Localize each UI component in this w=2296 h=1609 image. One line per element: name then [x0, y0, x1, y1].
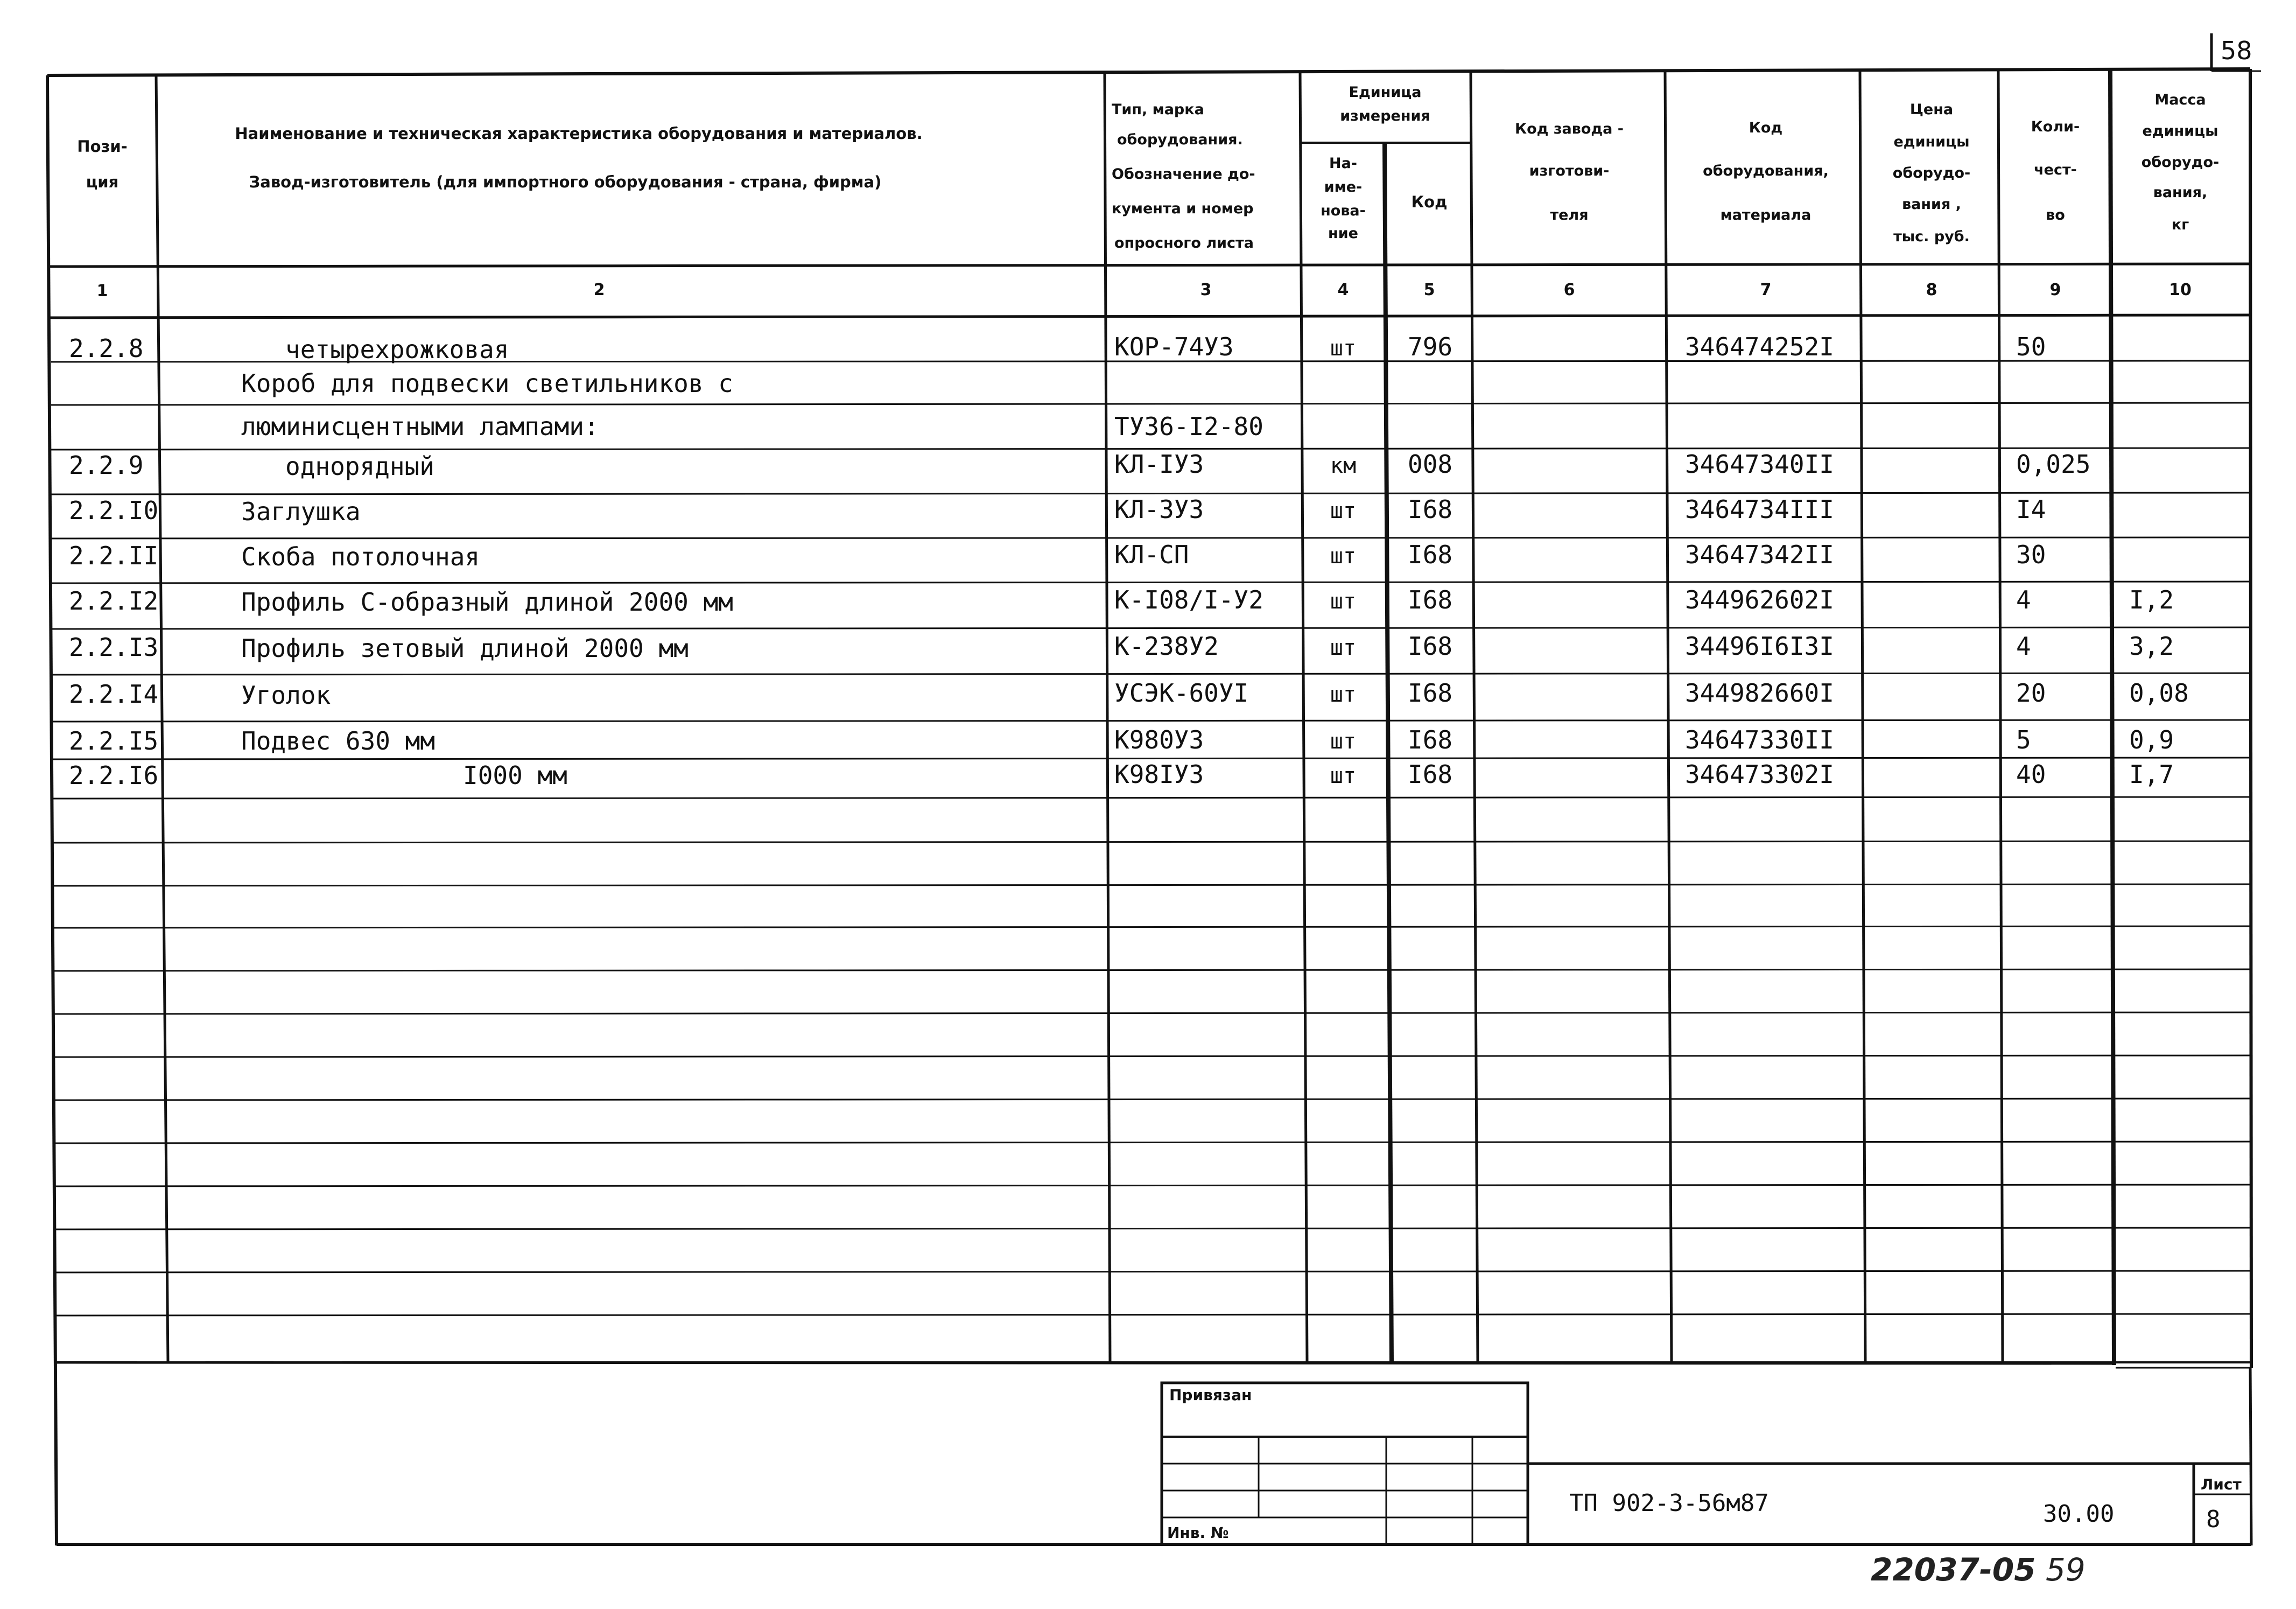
col2-header-line1: Наименование и техническая характеристика оборудования и материалов. [235, 124, 923, 143]
col3-header-line3: Обозначение до- [1112, 166, 1255, 183]
row-unit-code: 008 [1408, 450, 1453, 479]
table-row [69, 332, 2046, 364]
row-type: УСЭК-60УI [1114, 678, 1249, 708]
table-row [69, 495, 2046, 526]
col2-header-line2: Завод-изготовитель (для импортного оборудования - страна, фирма) [249, 173, 882, 191]
row-unit-code: I68 [1408, 585, 1453, 614]
archive-number: 22037-05 [1871, 1551, 2036, 1588]
row-mass: 3,2 [2129, 632, 2174, 661]
column-number: 5 [1423, 281, 1435, 299]
title-block [55, 1362, 2251, 1545]
col10-header-line1: Масса [2154, 92, 2206, 108]
row-type: К-238У2 [1114, 632, 1219, 661]
col8-header-line2: единицы [1893, 134, 1970, 150]
row-position: 2.2.I4 [69, 680, 159, 709]
row-position: 2.2.I0 [69, 496, 159, 525]
row-equipment-code: 34647342II [1685, 540, 1834, 569]
row-unit-code: I68 [1408, 540, 1453, 569]
row-equipment-code: 344982660I [1685, 678, 1834, 708]
table-row [69, 760, 2174, 790]
column-number: 1 [96, 282, 108, 300]
unit-group-header-line2: измерения [1340, 108, 1430, 124]
archive-sheet: 59 [2046, 1551, 2086, 1588]
row-unit-code: I68 [1408, 678, 1453, 708]
row-equipment-code: 346474252I [1685, 332, 1834, 361]
col7-header-line2: оборудования, [1703, 163, 1829, 179]
col10-header-line3: оборудо- [2141, 154, 2220, 171]
row-position: 2.2.I2 [69, 586, 159, 615]
unit-group-header-line1: Единица [1349, 84, 1422, 101]
row-unit-code: I68 [1408, 760, 1453, 789]
col1-header-line1: Пози- [77, 137, 128, 156]
row-unit: шт [1330, 499, 1357, 523]
row-mass: 0,08 [2129, 678, 2189, 708]
col6-header-line1: Код завода - [1515, 121, 1624, 137]
col8-header-line3: оборудо- [1892, 165, 1971, 181]
col6-header-line2: изготови- [1529, 163, 1610, 179]
row-unit: шт [1330, 336, 1357, 361]
row-type: ТУ36-I2-80 [1114, 412, 1263, 441]
row-equipment-code: 346473302I [1685, 760, 1834, 789]
row-type: К980У3 [1114, 725, 1204, 754]
page-number: 58 [2221, 36, 2252, 65]
col4-header-line2: име- [1324, 179, 1363, 195]
row-unit-code: I68 [1408, 725, 1453, 754]
col4-header-line3: нова- [1321, 202, 1366, 219]
col10-header-line2: единицы [2142, 123, 2218, 139]
row-type: К98IУ3 [1114, 760, 1204, 789]
col6-header-line3: теля [1550, 207, 1589, 223]
sheet-label: Лист [2201, 1475, 2242, 1493]
table-row [69, 450, 2090, 481]
row-equipment-code: 34496I6I3I [1685, 632, 1834, 661]
row-name: Подвес 630 мм [241, 726, 436, 755]
row-unit-code: 796 [1408, 332, 1453, 361]
row-mass: I,2 [2129, 585, 2174, 614]
column-number: 2 [593, 281, 605, 299]
column-number: 8 [1926, 281, 1937, 299]
column-number-row [97, 281, 2192, 300]
sheet-number: 8 [2206, 1506, 2221, 1533]
row-unit: км [1330, 453, 1357, 478]
row-position: 2.2.9 [69, 451, 144, 480]
table-row [69, 540, 2046, 571]
row-type: КЛ-СП [1114, 540, 1189, 569]
row-unit-code: I68 [1408, 495, 1453, 524]
col1-header-line2: ция [86, 173, 119, 191]
row-quantity: 50 [2016, 332, 2046, 361]
row-equipment-code: 344962602I [1685, 585, 1834, 614]
table-row [69, 678, 2189, 710]
table-row [241, 369, 733, 398]
column-number: 6 [1563, 281, 1575, 299]
row-equipment-code: 3464734III [1685, 495, 1834, 524]
col10-header-line5: кг [2171, 216, 2189, 233]
row-quantity: 5 [2016, 725, 2031, 754]
row-quantity: 0,025 [2016, 450, 2091, 479]
row-name: Профиль зетовый длиной 2000 мм [241, 634, 689, 663]
table-row [69, 632, 2174, 663]
row-quantity: 30 [2016, 540, 2046, 569]
col5-header: Код [1411, 193, 1448, 211]
table-row [69, 725, 2174, 755]
row-position: 2.2.I5 [69, 726, 159, 755]
row-type: КЛ-IУ3 [1114, 450, 1204, 479]
row-unit: шт [1330, 635, 1357, 660]
section-code: 30.00 [2043, 1500, 2115, 1528]
row-name: I000 мм [463, 761, 567, 790]
archive-mark [1871, 1551, 2086, 1588]
col4-header-line1: На- [1329, 155, 1358, 172]
row-quantity: 20 [2016, 678, 2046, 708]
row-quantity: 40 [2016, 760, 2046, 789]
col8-header-line1: Цена [1909, 101, 1954, 118]
row-unit: шт [1330, 544, 1357, 569]
row-type: КЛ-3У3 [1114, 495, 1204, 524]
row-quantity: 4 [2016, 585, 2031, 614]
row-name: четырехрожковая [285, 335, 509, 364]
row-quantity: I4 [2016, 495, 2046, 524]
row-mass: 0,9 [2129, 725, 2174, 754]
table-header [77, 84, 2219, 251]
row-mass: I,7 [2129, 760, 2174, 789]
table-grid [47, 69, 2251, 1545]
row-unit: шт [1330, 682, 1357, 707]
col8-header-line5: тыс. руб. [1893, 228, 1970, 245]
row-name: Короб для подвески светильников с [241, 369, 733, 398]
row-name: Скоба потолочная [241, 542, 480, 571]
col9-header-line2: чест- [2034, 162, 2077, 178]
col3-header-line1: Тип, марка [1112, 101, 1204, 118]
row-name: Профиль С-образный длиной 2000 мм [241, 587, 733, 617]
row-position: 2.2.II [69, 541, 159, 570]
col9-header-line3: во [2046, 207, 2065, 223]
column-number: 9 [2049, 281, 2061, 299]
col8-header-line4: вания , [1902, 196, 1961, 213]
row-unit: шт [1330, 589, 1357, 614]
col9-header-line1: Коли- [2031, 118, 2080, 135]
col3-header-line4: кумента и номер [1112, 200, 1254, 217]
row-position: 2.2.8 [69, 334, 144, 363]
document-code: ТП 902-3-56м87 [1569, 1489, 1769, 1517]
column-number: 3 [1200, 281, 1212, 299]
row-position: 2.2.I3 [69, 633, 159, 662]
col7-header-line3: материала [1720, 207, 1811, 223]
row-name: Уголок [241, 681, 331, 710]
column-number: 10 [2169, 281, 2192, 299]
column-number: 4 [1337, 281, 1349, 299]
column-number: 7 [1760, 281, 1772, 299]
row-equipment-code: 34647340II [1685, 450, 1834, 479]
row-position: 2.2.I6 [69, 761, 159, 790]
row-type: К-I08/I-У2 [1114, 585, 1263, 614]
row-unit: шт [1330, 729, 1357, 754]
page-number-box [2211, 33, 2261, 71]
col7-header-line1: Код [1749, 120, 1783, 136]
row-name: однорядный [285, 452, 434, 481]
table-row [69, 585, 2174, 617]
row-type: КОР-74У3 [1114, 332, 1234, 361]
col4-header-line4: ние [1328, 225, 1358, 242]
table-row [241, 412, 1263, 441]
row-equipment-code: 34647330II [1685, 725, 1834, 754]
bound-label: Привязан [1169, 1386, 1252, 1404]
row-quantity: 4 [2016, 632, 2031, 661]
row-name: Заглушка [241, 497, 361, 526]
col3-header-line2: оборудования. [1117, 131, 1243, 148]
inventory-label: Инв. № [1167, 1524, 1229, 1542]
col10-header-line4: вания, [2153, 184, 2208, 201]
row-unit: шт [1330, 764, 1357, 788]
col3-header-line5: опросного листа [1114, 235, 1254, 251]
row-unit-code: I68 [1408, 632, 1453, 661]
row-name: люминисцентными лампами: [241, 412, 599, 441]
